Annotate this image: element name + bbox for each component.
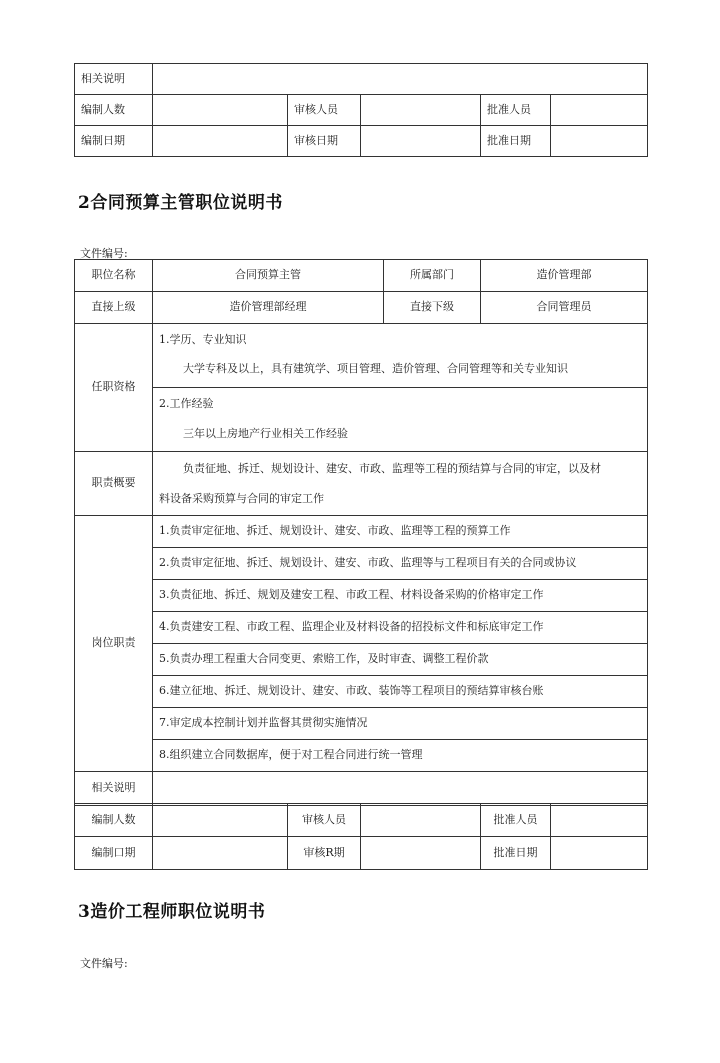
summary-line1: 负责征地、拆迁、规划设计、建安、市政、监理等工程的预结算与合同的审定，以及材 [183, 461, 601, 475]
prepared-date-value [153, 837, 288, 870]
prepared-by-label: 编制人数 [75, 804, 153, 837]
note-value [153, 64, 648, 95]
approver-label: 批准人员 [481, 95, 551, 126]
prepared-by-value [153, 804, 288, 837]
dept-value: 造价管理部 [481, 260, 648, 292]
section2-signoff-table [74, 803, 648, 870]
qualification-experience [153, 388, 648, 452]
approve-date-value [551, 126, 648, 157]
approve-date-value [551, 837, 648, 870]
summary-line2: 料设备采购预算与合同的审定工作 [159, 491, 324, 505]
duty-item: 4.负责建安工程、市政工程、监理企业及材料设备的招投标文件和标底审定工作 [153, 612, 648, 644]
approver-value [551, 95, 648, 126]
approver-label: 批准人员 [481, 804, 551, 837]
reviewer-value [361, 95, 481, 126]
qual-edu-heading: 1.学历、专业知识 [159, 332, 247, 346]
subordinate-value: 合同管理员 [481, 292, 648, 324]
review-date-value [361, 837, 481, 870]
reviewer-label: 审核人员 [288, 95, 361, 126]
approver-value [551, 804, 648, 837]
prepared-date-label: 编制口期 [75, 837, 153, 870]
approve-date-label: 批准日期 [481, 126, 551, 157]
review-date-label: 审核日期 [288, 126, 361, 157]
prepared-by-label: 编制人数 [75, 95, 153, 126]
qual-edu-text: 大学专科及以上，具有建筑学、项目管理、造价管理、合同管理等和关专业知识 [183, 361, 568, 375]
superior-value: 造价管理部经理 [153, 292, 384, 324]
note-value [153, 772, 648, 806]
job-title-value: 合同预算主管 [153, 260, 384, 292]
section2-file-number: 文件编号: [80, 247, 128, 260]
qual-exp-text: 三年以上房地产行业相关工作经验 [183, 426, 348, 440]
qual-exp-heading: 2.工作经验 [159, 396, 214, 410]
duty-item: 2.负责审定征地、拆迁、规划设计、建安、市政、监理等与工程项目有关的合同或协议 [153, 548, 648, 580]
prepared-date-value [153, 126, 288, 157]
section3-title: 3造价工程师职位说明书 [78, 902, 266, 922]
duty-item: 7.审定成本控制计划并监督其贯彻实施情况 [153, 708, 648, 740]
prepared-date-label: 编制日期 [75, 126, 153, 157]
review-date-label: 审核R期 [288, 837, 361, 870]
note-label: 相关说明 [75, 64, 153, 95]
reviewer-label: 审核人员 [288, 804, 361, 837]
duty-item: 5.负责办理工程重大合同变更、索赔工作，及时审查、调整工程价款 [153, 644, 648, 676]
duty-item: 1.负责审定征地、拆迁、规划设计、建安、市政、监理等工程的预算工作 [153, 516, 648, 548]
job-description-table [74, 259, 648, 806]
summary-label: 职责概要 [75, 452, 153, 516]
qualification-education [153, 324, 648, 388]
subordinate-label: 直接下级 [384, 292, 481, 324]
duty-item: 3.负责征地、拆迁、规划及建安工程、市政工程、材料设备采购的价格审定工作 [153, 580, 648, 612]
superior-label: 直接上级 [75, 292, 153, 324]
review-date-value [361, 126, 481, 157]
dept-label: 所属部门 [384, 260, 481, 292]
qualification-label: 任职资格 [75, 324, 153, 452]
section2-title: 2合同预算主管职位说明书 [78, 193, 283, 213]
duties-label: 岗位职责 [75, 516, 153, 772]
job-title-label: 职位名称 [75, 260, 153, 292]
reviewer-value [361, 804, 481, 837]
section3-file-number: 文件编号: [80, 957, 128, 970]
approve-date-label: 批准日期 [481, 837, 551, 870]
duty-item: 6.建立征地、拆迁、规划设计、建安、市政、装饰等工程项目的预结算审核台账 [153, 676, 648, 708]
duty-item: 8.组织建立合同数据库，便于对工程合同进行统一管理 [153, 740, 648, 772]
summary-value [153, 452, 648, 516]
top-signoff-table [74, 63, 648, 157]
note-label: 相关说明 [75, 772, 153, 806]
prepared-by-value [153, 95, 288, 126]
